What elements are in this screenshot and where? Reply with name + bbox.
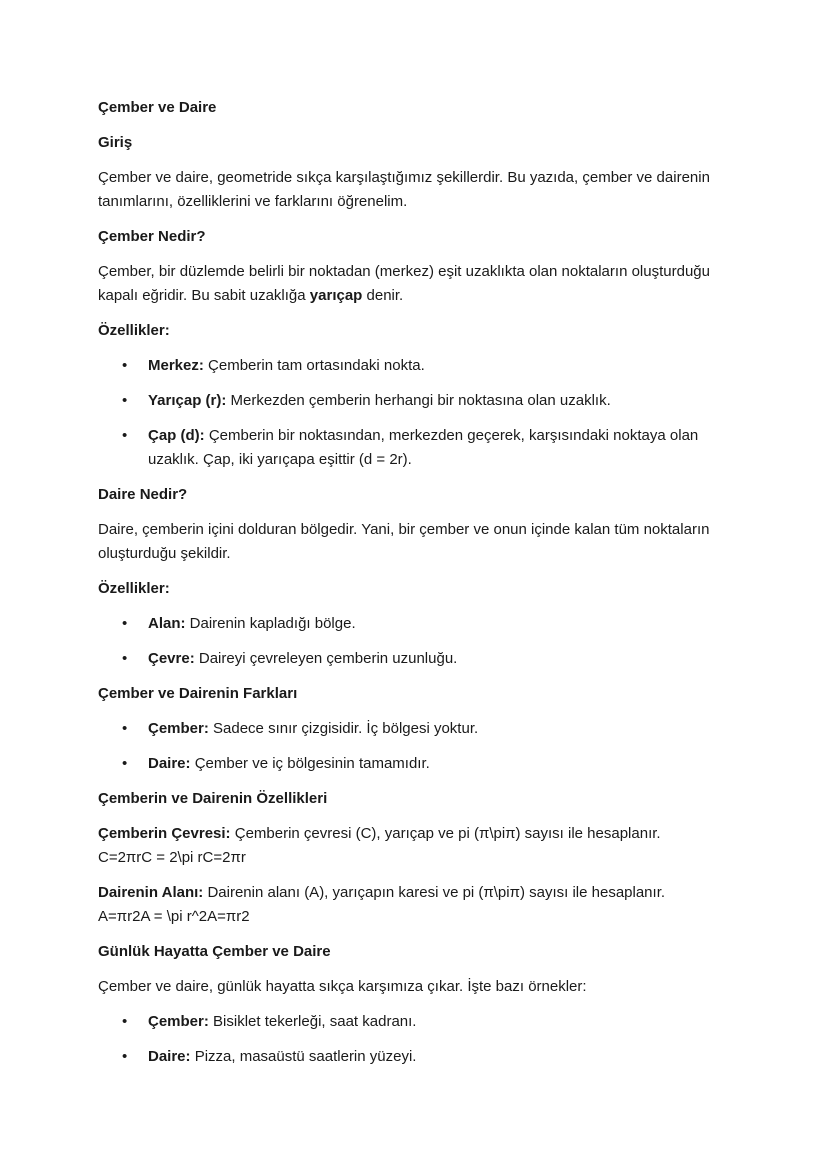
- item-term: Merkez:: [148, 357, 204, 374]
- item-desc: Dairenin kapladığı bölge.: [185, 615, 356, 632]
- daire-props-list: [98, 612, 718, 671]
- item-term: Yarıçap (r):: [148, 392, 227, 409]
- item-term: Çap (d):: [148, 427, 205, 444]
- cevre-paragraph: [98, 822, 718, 870]
- item-desc: Bisiklet tekerleği, saat kadranı.: [208, 1013, 417, 1030]
- alan-term: Dairenin Alanı:: [98, 884, 204, 901]
- bullet-icon: •: [122, 755, 128, 772]
- bullet-icon: •: [122, 427, 128, 444]
- bullet-icon: •: [122, 720, 128, 737]
- bullet-icon: •: [122, 1048, 128, 1065]
- bullet-icon: •: [122, 1013, 128, 1030]
- cevre-term: Çemberin Çevresi:: [98, 825, 231, 842]
- farklar-list: [98, 717, 718, 776]
- daire-props-heading: Özellikler:: [98, 580, 170, 597]
- list-item: [98, 424, 718, 472]
- intro-heading: Giriş: [98, 134, 133, 151]
- list-item: [98, 752, 718, 776]
- alan-formula: A=πr2A = \pi r^2A=πr2: [98, 908, 250, 925]
- gunluk-heading: Günlük Hayatta Çember ve Daire: [98, 943, 331, 960]
- alan-paragraph: [98, 881, 718, 929]
- list-item: [98, 389, 718, 413]
- item-desc: Merkezden çemberin herhangi bir noktasına olan uzaklık.: [226, 392, 611, 409]
- item-term: Çember:: [148, 720, 209, 737]
- bullet-icon: •: [122, 392, 128, 409]
- item-term: Çember:: [148, 1013, 209, 1030]
- item-term: Çevre:: [148, 650, 195, 667]
- bullet-icon: •: [122, 650, 128, 667]
- item-desc: Daireyi çevreleyen çemberin uzunluğu.: [194, 650, 458, 667]
- item-desc: Çemberin bir noktasından, merkezden geçerek, karşısındaki noktaya olan uzaklık. Çap, iki yarıçapa eşittir (d = 2r).: [148, 427, 699, 468]
- item-desc: Çemberin tam ortasındaki nokta.: [203, 357, 425, 374]
- intro-paragraph: Çember ve daire, geometride sıkça karşılaştığımız şekillerdir. Bu yazıda, çember ve dairenin tanımlarını, özelliklerini ve farklarını öğrenelim.: [98, 169, 710, 210]
- item-desc: Pizza, masaüstü saatlerin yüzeyi.: [190, 1048, 417, 1065]
- cember-props-list: [98, 354, 718, 472]
- daire-nedir-heading: Daire Nedir?: [98, 486, 188, 503]
- ozellikleri-heading: Çemberin ve Dairenin Özellikleri: [98, 790, 328, 807]
- cember-props-heading: Özellikler:: [98, 322, 170, 339]
- item-term: Daire:: [148, 1048, 191, 1065]
- daire-nedir-paragraph: Daire, çemberin içini dolduran bölgedir. Yani, bir çember ve onun içinde kalan tüm noktaların oluşturduğu şekildir.: [98, 521, 710, 562]
- list-item: [98, 647, 718, 671]
- alan-desc: Dairenin alanı (A), yarıçapın karesi ve pi (π\piπ) sayısı ile hesaplanır.: [203, 884, 666, 901]
- item-term: Alan:: [148, 615, 186, 632]
- document-title: Çember ve Daire: [98, 99, 217, 116]
- document-page: [98, 96, 718, 1069]
- list-item: [98, 612, 718, 636]
- cevre-formula: C=2πrC = 2\pi rC=2πr: [98, 849, 246, 866]
- item-term: Daire:: [148, 755, 191, 772]
- cember-text-after: denir.: [362, 287, 404, 304]
- item-desc: Çember ve iç bölgesinin tamamıdır.: [190, 755, 430, 772]
- gunluk-list: [98, 1010, 718, 1069]
- cember-nedir-paragraph: [98, 260, 718, 308]
- list-item: [98, 354, 718, 378]
- list-item: [98, 1010, 718, 1034]
- bullet-icon: •: [122, 615, 128, 632]
- cember-nedir-heading: Çember Nedir?: [98, 228, 206, 245]
- list-item: [98, 1045, 718, 1069]
- item-desc: Sadece sınır çizgisidir. İç bölgesi yoktur.: [208, 720, 479, 737]
- cember-text-before: Çember, bir düzlemde belirli bir noktadan (merkez) eşit uzaklıkta olan noktaların oluşturduğu kapalı eğridir. Bu sabit uzaklığa: [98, 263, 710, 304]
- gunluk-paragraph: Çember ve daire, günlük hayatta sıkça karşımıza çıkar. İşte bazı örnekler:: [98, 978, 587, 995]
- bullet-icon: •: [122, 357, 128, 374]
- farklar-heading: Çember ve Dairenin Farkları: [98, 685, 298, 702]
- cevre-desc: Çemberin çevresi (C), yarıçap ve pi (π\piπ) sayısı ile hesaplanır.: [230, 825, 661, 842]
- cember-text-bold: yarıçap: [309, 287, 363, 304]
- list-item: [98, 717, 718, 741]
